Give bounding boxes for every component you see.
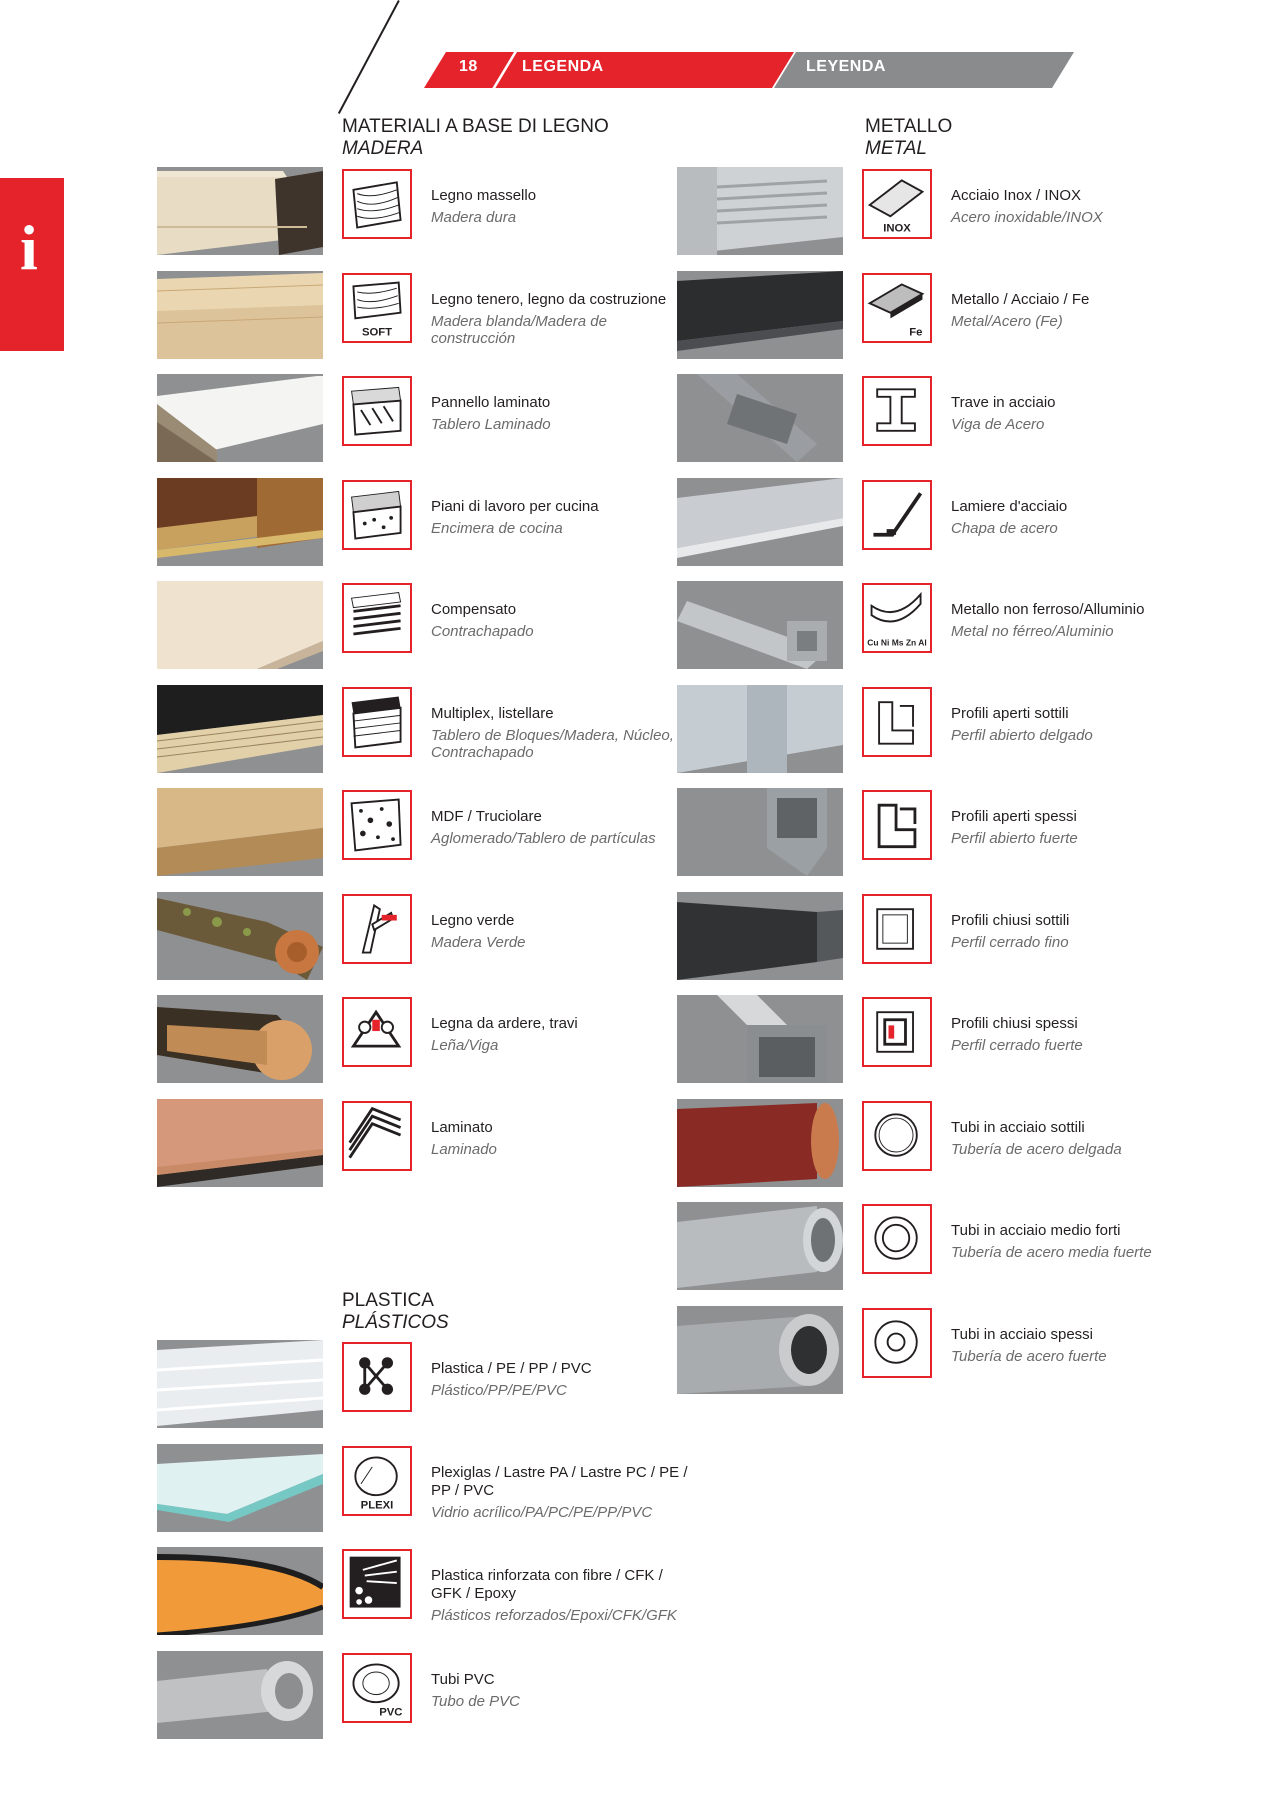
metal-legend-label [951, 912, 1211, 951]
plastic-legend-row [157, 1547, 701, 1635]
plastic-title-es: PLÁSTICOS [342, 1312, 449, 1333]
metal-material-photo [677, 892, 843, 980]
multiplex-icon [342, 687, 412, 757]
section-title-it: LEGENDA [522, 58, 604, 75]
label-es: Tubería de acero delgada [951, 1140, 1122, 1158]
metal-legend-row [677, 1306, 1221, 1394]
icon-badge: INOX [883, 222, 911, 235]
label-es: Madera Verde [431, 933, 526, 951]
metal-material-photo [677, 1099, 843, 1187]
metal-legend-row [677, 581, 1221, 669]
worktop-icon [342, 480, 412, 550]
tube-medium-icon [862, 1204, 932, 1274]
metal-legend-row [677, 1099, 1221, 1187]
plastic-molecule-icon [342, 1342, 412, 1412]
wood-material-photo [157, 478, 323, 566]
metal-legend-row [677, 788, 1221, 876]
plastic-legend-row [157, 1340, 701, 1428]
label-it: Plexiglas / Lastre PA / Lastre PC / PE / PP / PVC [431, 1463, 688, 1499]
softwood-icon [342, 273, 412, 343]
wood-material-photo [157, 581, 323, 669]
wood-legend-row [157, 892, 701, 980]
label-it: Piani di lavoro per cucina [431, 497, 599, 515]
label-es: Metal no férreo/Aluminio [951, 623, 1114, 640]
wood-legend-label [431, 394, 691, 433]
plastic-legend-label [431, 1360, 691, 1399]
label-es: Vidrio acrílico/PA/PC/PE/PP/PVC [431, 1503, 653, 1521]
metal-legend-label [951, 1222, 1211, 1261]
label-es: Perfil abierto delgado [951, 726, 1093, 744]
label-it: Legna da ardere, travi [431, 1015, 578, 1032]
wood-legend-row [157, 788, 701, 876]
metal-legend-label [951, 1119, 1211, 1158]
plastic-title-it: PLASTICA [342, 1290, 434, 1311]
label-it: MDF / Truciolare [431, 808, 542, 825]
icon-badge: PVC [379, 1705, 403, 1718]
label-it: Acciaio Inox / INOX [951, 187, 1082, 204]
metal-material-photo [677, 167, 843, 255]
closed-profile-thick-icon [862, 997, 932, 1067]
label-es: Madera dura [431, 209, 517, 226]
wood-title-it: MATERIALI A BASE DI LEGNO [342, 116, 609, 137]
label-es: Leña/Viga [431, 1037, 499, 1054]
label-es: Encimera de cocina [431, 519, 563, 537]
label-es: Tablero de Bloques/Madera, Núcleo, Contrachapado [431, 726, 674, 761]
metal-legend-row [677, 892, 1221, 980]
label-es: Metal/Acero (Fe) [951, 312, 1063, 330]
info-tab-label: i [20, 212, 38, 283]
plastic-section-title [342, 1290, 449, 1334]
wood-legend-label [431, 291, 691, 347]
wood-material-photo [157, 374, 323, 462]
metal-legend-label [951, 1015, 1211, 1054]
wood-legend-label [431, 1015, 691, 1054]
wood-material-photo [157, 892, 323, 980]
metal-material-photo [677, 685, 843, 773]
label-it: Plastica / PE / PP / PVC [431, 1360, 592, 1377]
metal-material-photo [677, 1306, 843, 1394]
metal-section-title [865, 116, 952, 160]
label-it: Profili chiusi spessi [951, 1015, 1078, 1032]
label-es: Acero inoxidable/INOX [951, 209, 1103, 226]
wood-legend-row [157, 1099, 701, 1187]
icon-badge: Fe [909, 325, 923, 338]
label-it: Pannello laminato [431, 394, 551, 411]
wood-legend-row [157, 478, 701, 566]
tube-thick-icon [862, 1308, 932, 1378]
wood-material-photo [157, 271, 323, 359]
plastic-material-photo [157, 1651, 323, 1739]
wood-legend-row [157, 374, 701, 462]
laminate-icon [342, 1101, 412, 1171]
section-title-es: LEYENDA [806, 58, 886, 75]
wood-title-es: MADERA [342, 138, 424, 159]
wood-material-photo [157, 1099, 323, 1187]
open-profile-thick-icon [862, 790, 932, 860]
metal-material-photo [677, 478, 843, 566]
metal-title-it: METALLO [865, 116, 953, 137]
metal-legend-row [677, 374, 1221, 462]
info-tab [0, 178, 64, 351]
steel-beam-icon [862, 376, 932, 446]
plastic-material-photo [157, 1444, 323, 1532]
label-it: Metallo non ferroso/Alluminio [951, 601, 1145, 618]
metal-legend-label [951, 808, 1211, 847]
closed-profile-thin-icon [862, 894, 932, 964]
wood-legend-label [431, 705, 691, 761]
wood-legend-row [157, 581, 701, 669]
wood-legend-row [157, 271, 701, 359]
label-es: Perfil cerrado fino [951, 933, 1069, 951]
inox-icon [862, 169, 932, 239]
plastic-legend-label [431, 1567, 691, 1624]
label-it: Multiplex, listellare [431, 704, 554, 722]
wood-legend-label [431, 498, 691, 537]
label-it: Trave in acciaio [951, 394, 1056, 411]
label-it: Legno verde [431, 911, 515, 929]
wood-section-title [342, 116, 609, 160]
plastic-material-photo [157, 1340, 323, 1428]
label-it: Tubi PVC [431, 1670, 495, 1688]
label-es: Perfil abierto fuerte [951, 830, 1078, 847]
wood-legend-label [431, 601, 691, 640]
wood-legend-label [431, 912, 691, 951]
label-it: Legno tenero, legno da costruzione [431, 290, 667, 308]
plastic-legend-label [431, 1671, 691, 1710]
metal-legend-row [677, 1202, 1221, 1290]
label-it: Lamiere d'acciaio [951, 497, 1068, 515]
label-it: Tubi in acciaio medio forti [951, 1222, 1121, 1239]
pvc-pipe-icon [342, 1653, 412, 1723]
icon-badge: SOFT [361, 325, 393, 338]
metal-legend-row [677, 167, 1221, 255]
wood-legend-row [157, 685, 701, 773]
metal-legend-row [677, 478, 1221, 566]
label-es: Tubo de PVC [431, 1692, 520, 1710]
wood-material-photo [157, 995, 323, 1083]
label-it: Compensato [431, 601, 517, 618]
metal-legend-label [951, 601, 1211, 640]
metal-legend-row [677, 685, 1221, 773]
chipboard-icon [342, 790, 412, 860]
laminated-panel-icon [342, 376, 412, 446]
metal-legend-row [677, 271, 1221, 359]
icon-badge: Cu Ni Ms Zn Al [867, 637, 927, 648]
label-it: Tubi in acciaio sottili [951, 1118, 1085, 1136]
label-es: Contrachapado [431, 623, 534, 640]
label-it: Profili chiusi sottili [951, 911, 1070, 929]
wood-legend-row [157, 995, 701, 1083]
label-it: Profili aperti sottili [951, 704, 1069, 722]
plastic-legend-row [157, 1444, 701, 1532]
metal-legend-label [951, 1326, 1211, 1365]
metal-legend-label [951, 394, 1211, 433]
metal-material-photo [677, 788, 843, 876]
wood-legend-label [431, 187, 691, 226]
wood-legend-label [431, 808, 691, 847]
label-es: Viga de Acero [951, 416, 1045, 433]
metal-legend-label [951, 291, 1211, 330]
wood-legend-label [431, 1119, 691, 1158]
label-es: Tablero Laminado [431, 416, 551, 433]
metal-material-photo [677, 1202, 843, 1290]
decorative-line [338, 0, 400, 114]
plastic-legend-label [431, 1464, 691, 1521]
wood-material-photo [157, 685, 323, 773]
steel-sheet-icon [862, 480, 932, 550]
label-it: Profili aperti spessi [951, 808, 1077, 825]
plywood-icon [342, 583, 412, 653]
metal-title-es: METAL [865, 138, 927, 159]
metal-legend-row [677, 995, 1221, 1083]
wood-material-photo [157, 167, 323, 255]
label-it: Plastica rinforzata con fibre / CFK / GFK / Epoxy [431, 1567, 663, 1602]
metal-material-photo [677, 271, 843, 359]
label-es: Tubería de acero fuerte [951, 1347, 1107, 1365]
label-it: Tubi in acciaio spessi [951, 1325, 1094, 1343]
solid-wood-icon [342, 169, 412, 239]
icon-badge: PLEXI [360, 1498, 394, 1511]
metal-legend-label [951, 705, 1211, 744]
plastic-material-photo [157, 1547, 323, 1635]
label-es: Tubería de acero media fuerte [951, 1244, 1152, 1261]
fiber-plastic-icon [342, 1549, 412, 1619]
label-it: Legno massello [431, 187, 537, 204]
open-profile-thin-icon [862, 687, 932, 757]
metal-material-photo [677, 995, 843, 1083]
metal-legend-label [951, 187, 1211, 226]
page-number: 18 [459, 58, 478, 75]
label-it: Metallo / Acciaio / Fe [951, 290, 1090, 308]
metal-legend-label [951, 498, 1211, 537]
label-es: Perfil cerrado fuerte [951, 1037, 1083, 1054]
header-band-red [424, 52, 794, 88]
tube-thin-icon [862, 1101, 932, 1171]
label-es: Madera blanda/Madera de construcción [431, 312, 607, 347]
label-es: Plástico/PP/PE/PVC [431, 1382, 567, 1399]
green-wood-icon [342, 894, 412, 964]
label-it: Laminato [431, 1118, 493, 1136]
label-es: Plásticos reforzados/Epoxi/CFK/GFK [431, 1607, 677, 1624]
label-es: Laminado [431, 1140, 497, 1158]
firewood-icon [342, 997, 412, 1067]
metal-material-photo [677, 581, 843, 669]
label-es: Aglomerado/Tablero de partículas [431, 830, 656, 847]
metal-material-photo [677, 374, 843, 462]
wood-material-photo [157, 788, 323, 876]
label-es: Chapa de acero [951, 519, 1058, 537]
plastic-legend-row [157, 1651, 701, 1739]
steel-fe-icon [862, 273, 932, 343]
wood-legend-row [157, 167, 701, 255]
plexi-icon [342, 1446, 412, 1516]
nonferrous-icon [862, 583, 932, 653]
